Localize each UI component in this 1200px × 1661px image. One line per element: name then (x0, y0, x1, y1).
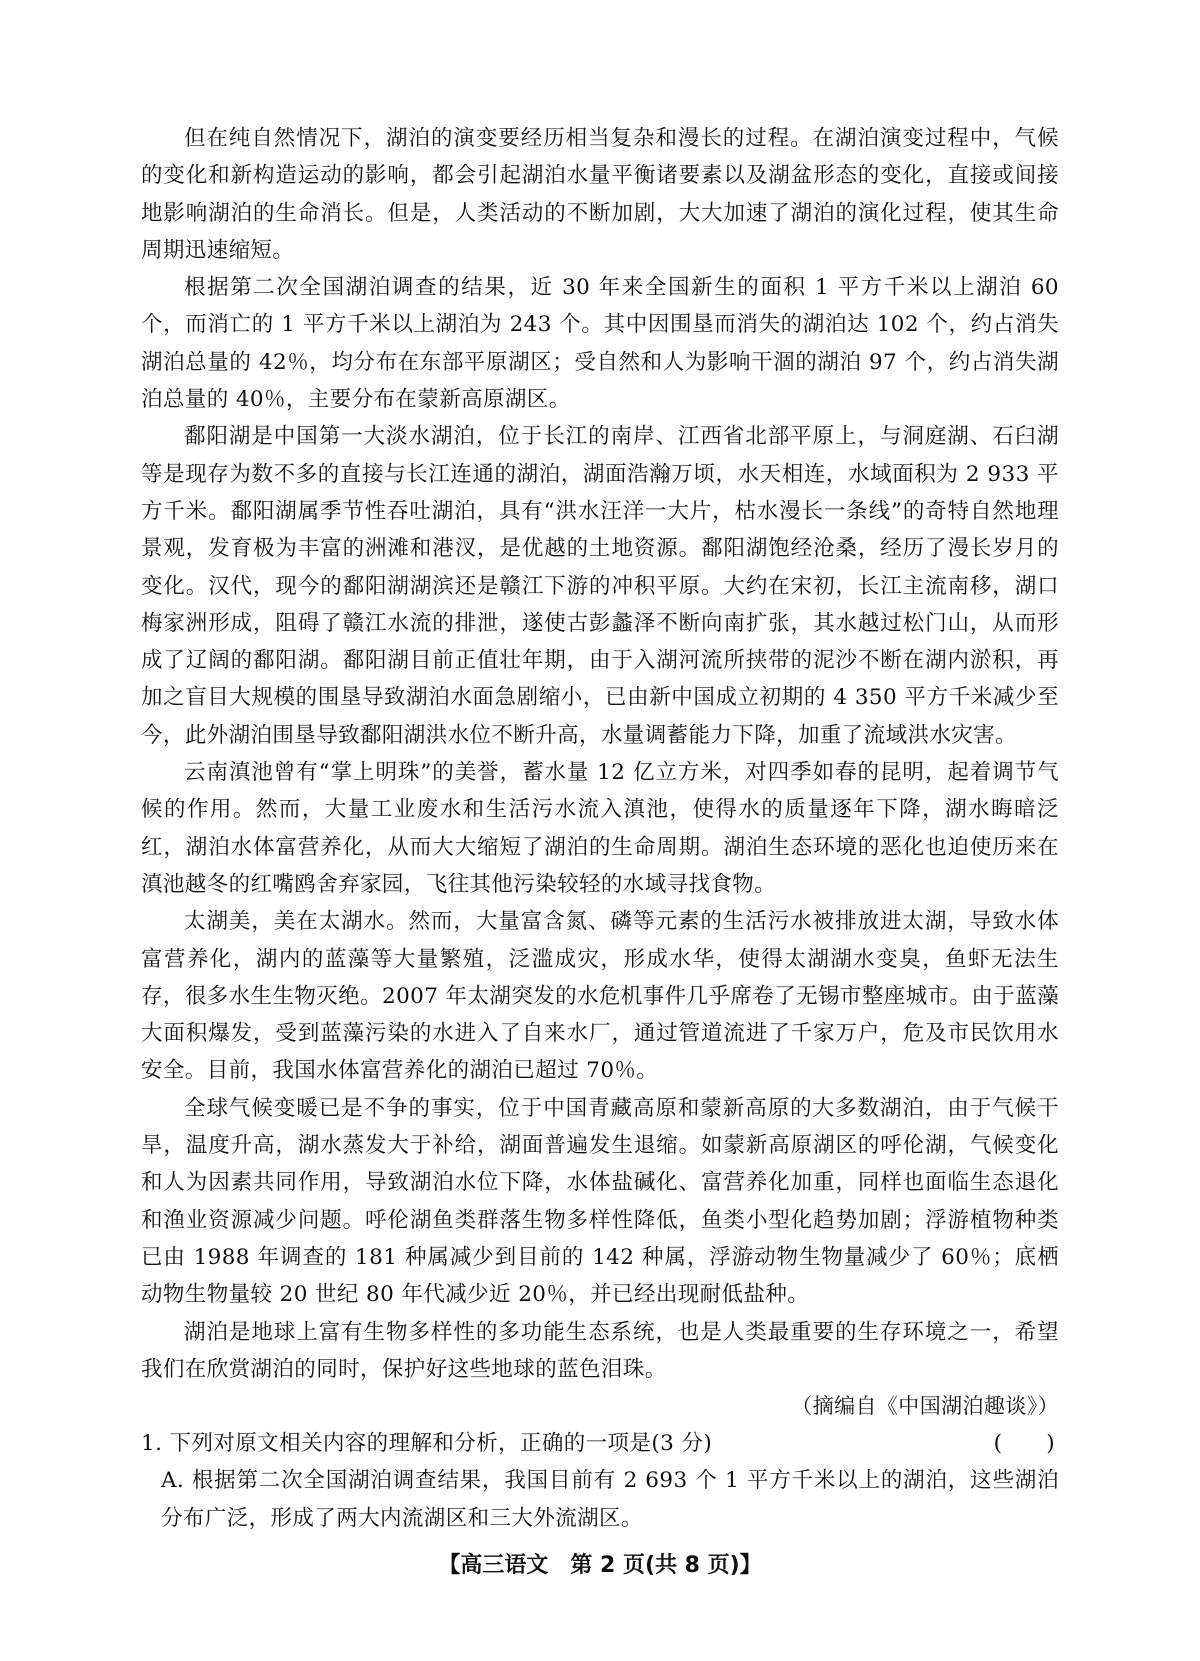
reading-passage (141, 120, 1059, 1537)
option-a: A. 根据第二次全国湖泊调查结果，我国目前有 2 693 个 1 平方千米以上的湖泊，这些湖泊分布广泛，形成了两大内流湖区和三大外流湖区。 (161, 1468, 1059, 1531)
paragraph-2: 根据第二次全国湖泊调查的结果，近 30 年来全国新生的面积 1 平方千米以上湖泊 60 个，而消亡的 1 平方千米以上湖泊为 243 个。其中因围垦而消失的湖泊达 102 个，约占消失湖泊总量的 42％，均分布在东部平原湖区；受自然和人为影响干涸的湖泊 97 个，约占消失湖泊总量的 40％，主要分布在蒙新高原湖区。 (141, 275, 1059, 413)
page-footer: 【高三语文 第 2 页(共 8 页)】 (438, 1553, 762, 1578)
paragraph-7: 湖泊是地球上富有生物多样性的多功能生态系统，也是人类最重要的生存环境之一，希望我们在欣赏湖泊的同时，保护好这些地球的蓝色泪珠。 (141, 1319, 1059, 1382)
answer-blank[interactable]: ( ) (993, 1431, 1055, 1457)
paragraph-1: 但在纯自然情况下，湖泊的演变要经历相当复杂和漫长的过程。在湖泊演变过程中，气候的变化和新构造运动的影响，都会引起湖泊水量平衡诸要素以及湖盆形态的变化，直接或间接地影响湖泊的生命消长。但是，人类活动的不断加剧，大大加速了湖泊的演化过程，使其生命周期迅速缩短。 (141, 126, 1059, 263)
question-1 (141, 1425, 1059, 1462)
paragraph-6: 全球气候变暖已是不争的事实，位于中国青藏高原和蒙新高原的大多数湖泊，由于气候干旱，温度升高，湖水蒸发大于补给，湖面普遍发生退缩。如蒙新高原湖区的呼伦湖，气候变化和人为因素共同作用，导致湖泊水位下降，水体盐碱化、富营养化加重，同样也面临生态退化和渔业资源减少问题。呼伦湖鱼类群落生物多样性降低，鱼类小型化趋势加剧；浮游植物种类已由 1988 年调查的 181 种属减少到目前的 142 种属，浮游动物生物量减少了 60％；底栖动物生物量较 20 世纪 80 年代减少近 20％，并已经出现耐低盐种。 (141, 1095, 1059, 1308)
paragraph-3: 鄱阳湖是中国第一大淡水湖泊，位于长江的南岸、江西省北部平原上，与洞庭湖、石臼湖等是现存为数不多的直接与长江连通的湖泊，湖面浩瀚万顷，水天相连，水域面积为 2 933 平方千米。鄱阳湖属季节性吞吐湖泊，具有“洪水汪洋一大片，枯水漫长一条线”的奇特自然地理景观，发育极为丰富的洲滩和港汊，是优越的土地资源。鄱阳湖饱经沧桑，经历了漫长岁月的变化。汉代，现今的鄱阳湖湖滨还是赣江下游的冲积平原。大约在宋初，长江主流南移，湖口梅家洲形成，阻碍了赣江水流的排泄，遂使古彭蠡泽不断向南扩张，其水越过松门山，从而形成了辽阔的鄱阳湖。鄱阳湖目前正值壮年期，由于入湖河流所挟带的泥沙不断在湖内淤积，再加之盲目大规模的围垦导致湖泊水面急剧缩小，已由新中国成立初期的 4 350 平方千米减少至今，此外湖泊围垦导致鄱阳湖洪水位不断升高，水量调蓄能力下降，加重了流域洪水灾害。 (141, 424, 1059, 748)
question-stem: 1. 下列对原文相关内容的理解和分析，正确的一项是(3 分) (141, 1431, 713, 1457)
paragraph-4: 云南滇池曾有“掌上明珠”的美誉，蓄水量 12 亿立方米，对四季如春的昆明，起着调节气候的作用。然而，大量工业废水和生活污水流入滇池，使得水的质量逐年下降，湖水晦暗泛红，湖泊水体富营养化，从而大大缩短了湖泊的生命周期。湖泊生态环境的恶化也迫使历来在滇池越冬的红嘴鸥舍弃家园，飞往其他污染较轻的水域寻找食物。 (141, 760, 1059, 897)
paragraph-5: 太湖美，美在太湖水。然而，大量富含氮、磷等元素的生活污水被排放进太湖，导致水体富营养化，湖内的蓝藻等大量繁殖，泛滥成灾，形成水华，使得太湖湖水变臭，鱼虾无法生存，很多水生生物灭绝。2007 年太湖突发的水危机事件几乎席卷了无锡市整座城市。由于蓝藻大面积爆发，受到蓝藻污染的水进入了自来水厂，通过管道流进了千家万户，危及市民饮用水安全。目前，我国水体富营养化的湖泊已超过 70％。 (141, 909, 1059, 1084)
source-citation: （摘编自《中国湖泊趣谈》） (791, 1394, 1059, 1419)
